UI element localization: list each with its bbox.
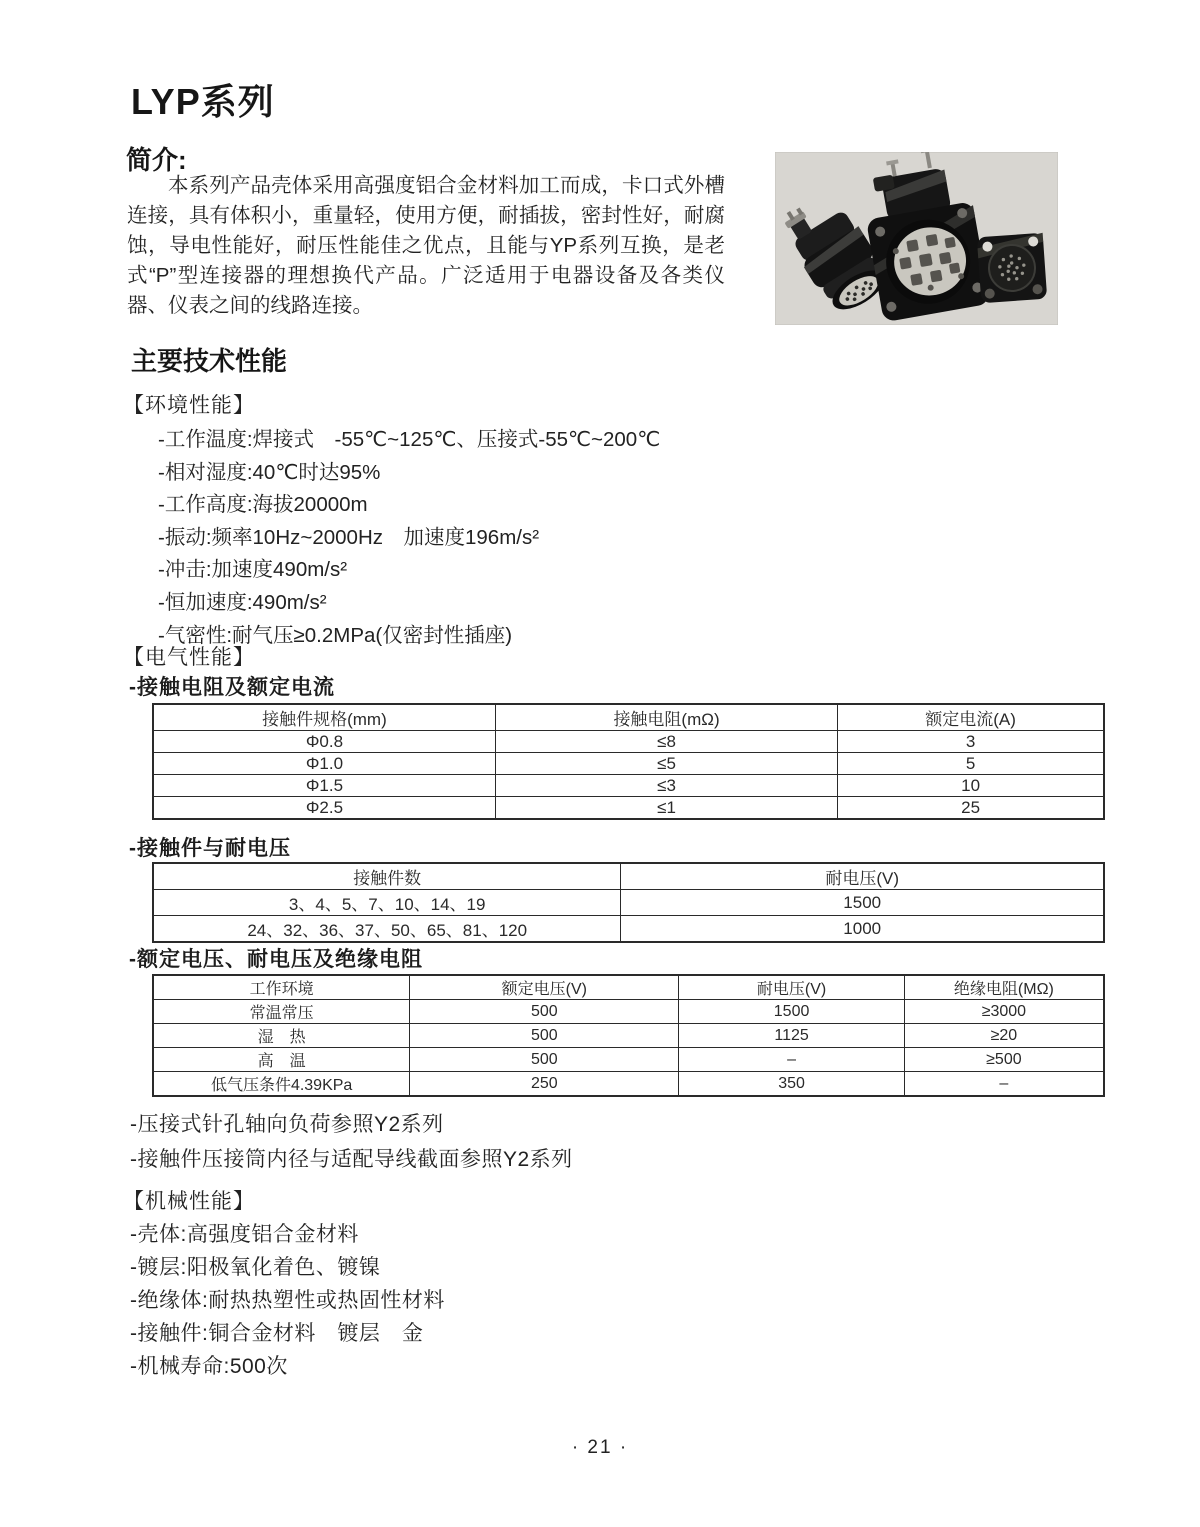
table-cell: ≤5	[495, 753, 837, 775]
env-spec-item: -气密性:耐气压≥0.2MPa(仅密封性插座)	[158, 623, 513, 647]
table-row	[153, 1024, 1104, 1048]
table-cell: 25	[838, 797, 1104, 820]
intro-heading: 简介:	[126, 145, 187, 175]
table-cell: Φ1.5	[153, 775, 495, 797]
table-cell: ≤3	[495, 775, 837, 797]
contact-withstand-voltage-table	[152, 862, 1105, 943]
env-spec-item: -振动:频率10Hz~2000Hz 加速度196m/s²	[158, 525, 540, 549]
table-row	[153, 797, 1104, 820]
table-row	[153, 1000, 1104, 1024]
table-cell: 500	[410, 1000, 679, 1024]
table-header-cell: 接触件规格(mm)	[153, 704, 495, 731]
table-row	[153, 890, 1104, 916]
table-header-cell: 额定电压(V)	[410, 975, 679, 1000]
mech-spec-item: -机械寿命:500次	[130, 1355, 288, 1378]
table-header-cell: 额定电流(A)	[838, 704, 1104, 731]
page-title: LYP系列	[131, 81, 275, 122]
connector-panel-socket	[977, 233, 1047, 303]
table-row	[153, 753, 1104, 775]
table-cell: –	[679, 1048, 904, 1072]
table-cell: 350	[679, 1072, 904, 1097]
table-header-row	[153, 863, 1104, 890]
table-cell: ≥3000	[904, 1000, 1104, 1024]
table-cell: 1125	[679, 1024, 904, 1048]
table-header-cell: 耐电压(V)	[679, 975, 904, 1000]
reference-note: -压接式针孔轴向负荷参照Y2系列	[130, 1113, 444, 1136]
elec-section-heading: 【电气性能】	[123, 646, 255, 669]
table-cell: 3	[838, 731, 1104, 753]
table-cell: 10	[838, 775, 1104, 797]
table-cell: 低气压条件4.39KPa	[153, 1072, 410, 1097]
table-cell: 500	[410, 1024, 679, 1048]
reference-note: -接触件压接筒内径与适配导线截面参照Y2系列	[130, 1148, 573, 1171]
page-number: · 21 ·	[571, 1437, 629, 1458]
reference-notes	[130, 1108, 573, 1178]
table-cell: 高 温	[153, 1048, 410, 1072]
table-cell: 250	[410, 1072, 679, 1097]
table-cell: ≥20	[904, 1024, 1104, 1048]
env-spec-item: -恒加速度:490m/s²	[158, 590, 327, 614]
table-cell: ≥500	[904, 1048, 1104, 1072]
rated-voltage-insulation-table	[152, 974, 1105, 1097]
table-header-cell: 接触件数	[153, 863, 621, 890]
table-header-cell: 耐电压(V)	[621, 863, 1104, 890]
table-cell: 1000	[621, 916, 1104, 943]
table-cell: 常温常压	[153, 1000, 410, 1024]
env-spec-item: -冲击:加速度490m/s²	[158, 558, 348, 582]
table-header-cell: 绝缘电阻(MΩ)	[904, 975, 1104, 1000]
table-cell: 5	[838, 753, 1104, 775]
table-row	[153, 775, 1104, 797]
env-spec-item: -工作高度:海拔20000m	[158, 493, 368, 517]
env-spec-list	[158, 422, 778, 650]
mech-spec-item: -绝缘体:耐热热塑性或热固性材料	[130, 1289, 445, 1312]
table-row	[153, 731, 1104, 753]
table-cell: 500	[410, 1048, 679, 1072]
table-header-row	[153, 704, 1104, 731]
table-header-cell: 工作环境	[153, 975, 410, 1000]
table-caption-rated-voltage: -额定电压、耐电压及绝缘电阻	[129, 948, 423, 971]
mech-spec-item: -壳体:高强度铝合金材料	[130, 1223, 359, 1246]
table-caption-withstand-voltage: -接触件与耐电压	[129, 837, 291, 860]
env-spec-item: -工作温度:焊接式 -55℃~125℃、压接式-55℃~200℃	[158, 428, 661, 451]
table-row	[153, 1048, 1104, 1072]
table-cell: Φ2.5	[153, 797, 495, 820]
mech-section-heading: 【机械性能】	[123, 1190, 255, 1213]
table-cell: –	[904, 1072, 1104, 1097]
table-cell: Φ1.0	[153, 753, 495, 775]
table-header-row	[153, 975, 1104, 1000]
table-row	[153, 1072, 1104, 1097]
connector-photo-illustration	[775, 152, 1058, 325]
tech-section-heading: 主要技术性能	[131, 346, 288, 376]
table-cell: 24、32、36、37、50、65、81、120	[153, 916, 621, 943]
mech-spec-item: -接触件:铜合金材料 镀层 金	[130, 1322, 424, 1345]
table-cell: ≤8	[495, 731, 837, 753]
table-caption-contact-resistance: -接触电阻及额定电流	[129, 676, 335, 699]
env-spec-item: -相对湿度:40℃时达95%	[158, 460, 381, 484]
contact-resistance-table	[152, 703, 1105, 820]
table-cell: 3、4、5、7、10、14、19	[153, 890, 621, 916]
env-section-heading: 【环境性能】	[123, 394, 255, 417]
table-cell: ≤1	[495, 797, 837, 820]
table-cell: Φ0.8	[153, 731, 495, 753]
intro-paragraph: 本系列产品壳体采用高强度铝合金材料加工而成，卡口式外槽连接，具有体积小，重量轻，使用方便，耐插拔，密封性好，耐腐蚀，导电性能好，耐压性能佳之优点，且能与YP系列互换，是老式“P”型连接器的理想换代产品。广泛适用于电器设备及各类仪器、仪表之间的线路连接。	[127, 174, 725, 317]
table-cell: 湿 热	[153, 1024, 410, 1048]
table-row	[153, 916, 1104, 943]
mech-spec-list	[130, 1218, 445, 1383]
table-header-cell: 接触电阻(mΩ)	[495, 704, 837, 731]
product-photo	[775, 152, 1058, 325]
table-cell: 1500	[679, 1000, 904, 1024]
mech-spec-item: -镀层:阳极氧化着色、镀镍	[130, 1256, 381, 1279]
table-cell: 1500	[621, 890, 1104, 916]
